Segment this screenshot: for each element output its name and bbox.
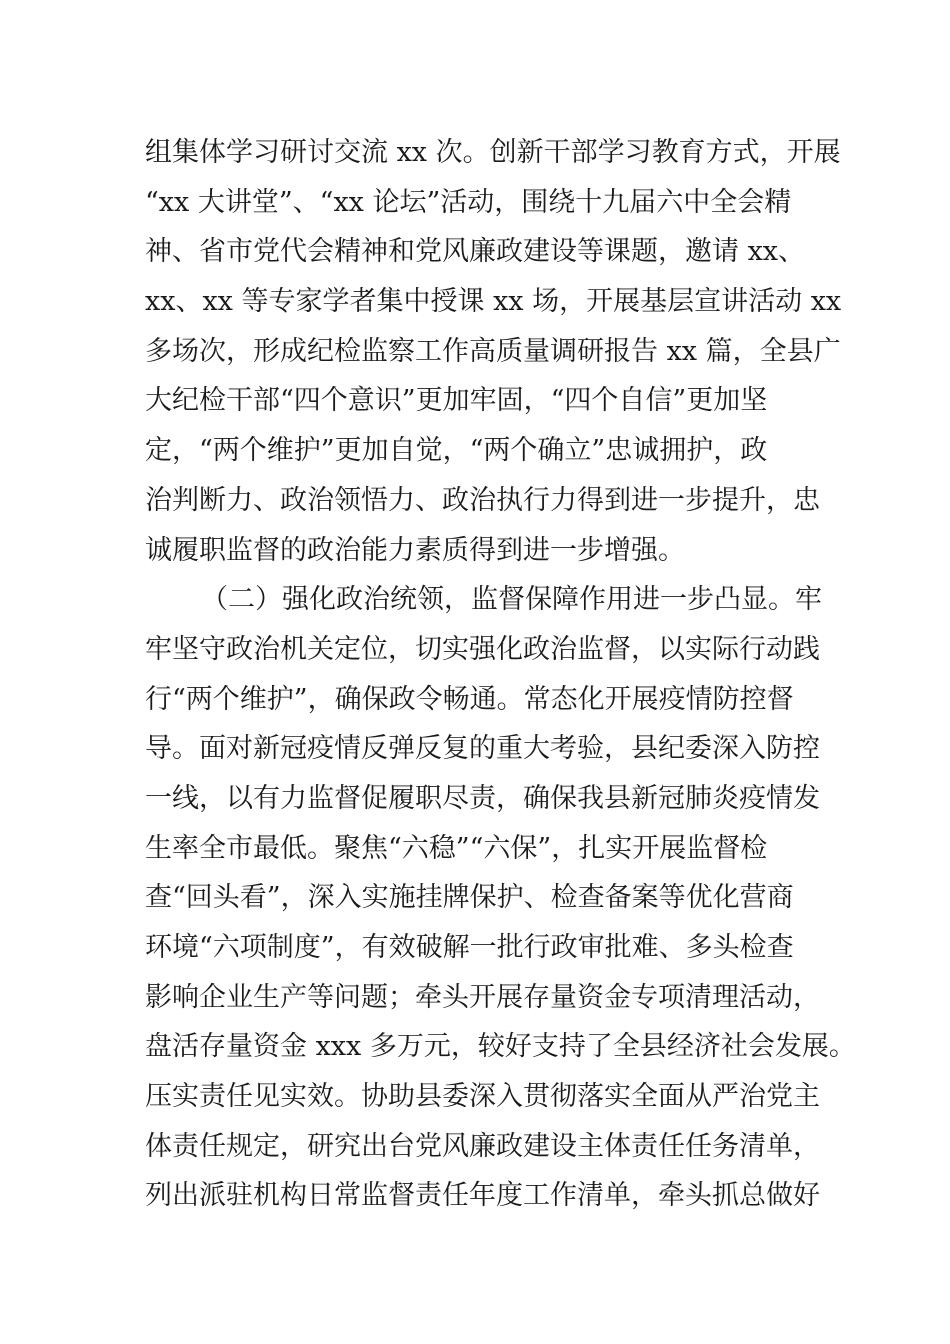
text-line: 影响企业生产等问题；牵头开展存量资金专项清理活动，: [145, 981, 820, 1013]
text-line: 组集体学习研讨交流 xx 次。创新干部学习教育方式，开展: [145, 137, 841, 168]
text-line: 定，“两个维护”更加自觉，“两个确立”忠诚拥护，政: [145, 435, 768, 467]
text-line: 导。面对新冠疫情反弹反复的重大考验，县纪委深入防控: [145, 733, 820, 765]
text-line: 查“回头看”，深入实施挂牌保护、检查备案等优化营商: [145, 882, 794, 914]
text-line: 治判断力、政治领悟力、政治执行力得到进一步提升，忠: [145, 484, 820, 516]
text-line: 盘活存量资金 xxx 多万元，较好支持了全县经济社会发展。: [145, 1031, 856, 1063]
text-line: “xx 大讲堂”、“xx 论坛”活动，围绕十九届六中全会精: [145, 186, 792, 218]
text-line: 一线，以有力监督促履职尽责，确保我县新冠肺炎疫情发: [145, 782, 820, 814]
text-line: 行“两个维护”，确保政令畅通。常态化开展疫情防控督: [145, 683, 794, 715]
section-heading-line: （二）强化政治统领，监督保障作用进一步凸显。牢: [201, 584, 822, 616]
text-line: 神、省市党代会精神和党风廉政建设等课题，邀请 xx、: [145, 236, 806, 268]
body-text: [145, 128, 856, 1221]
text-line: xx、xx 等专家学者集中授课 xx 场，开展基层宣讲活动 xx: [145, 286, 842, 318]
text-line: 牢坚守政治机关定位，切实强化政治监督，以实际行动践: [145, 633, 820, 665]
text-line: 诚履职监督的政治能力素质得到进一步增强。: [145, 534, 685, 566]
text-line: 体责任规定，研究出台党风廉政建设主体责任任务清单，: [145, 1130, 820, 1162]
text-line: 生率全市最低。聚焦“六稳”“六保”，扎实开展监督检: [145, 832, 768, 864]
text-line: 列出派驻机构日常监督责任年度工作清单，牵头抓总做好: [145, 1180, 820, 1212]
text-line: 压实责任见实效。协助县委深入贯彻落实全面从严治党主: [145, 1081, 820, 1113]
text-line: 大纪检干部“四个意识”更加牢固，“四个自信”更加坚: [145, 385, 768, 417]
text-line: 环境“六项制度”，有效破解一批行政审批难、多头检查: [145, 932, 794, 963]
text-line: 多场次，形成纪检监察工作高质量调研报告 xx 篇，全县广: [145, 335, 841, 367]
